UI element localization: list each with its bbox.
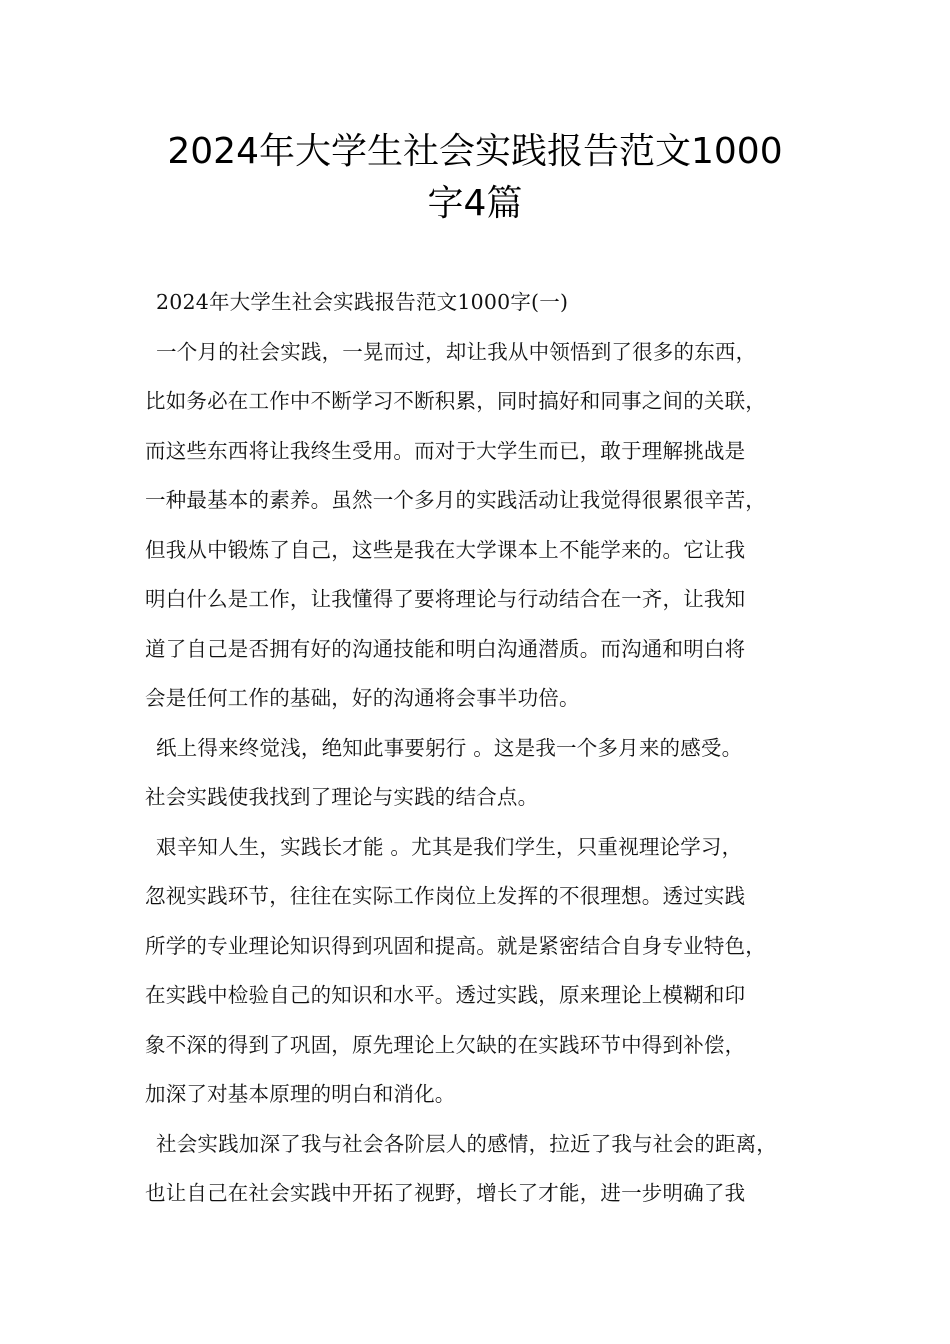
paragraph-line: 忽视实践环节，往往在实际工作岗位上发挥的不很理想。透过实践 [145, 884, 746, 908]
paragraph-line: 道了自己是否拥有好的沟通技能和明白沟通潜质。而沟通和明白将 [145, 636, 746, 661]
document-title [120, 126, 830, 230]
paragraph-line: 在实践中检验自己的知识和水平。透过实践，原来理论上模糊和印 [145, 983, 746, 1007]
section-heading: 2024年大学生社会实践报告范文1000字(一) [156, 290, 569, 314]
paragraph-line: 纸上得来终觉浅，绝知此事要躬行 。这是我一个多月来的感受。 [156, 735, 743, 760]
paragraph-line: 一个月的社会实践，一晃而过，却让我从中领悟到了很多的东西， [156, 339, 757, 364]
paragraph-line: 会是任何工作的基础，好的沟通将会事半功倍。 [145, 686, 580, 710]
paragraph-line: 社会实践使我找到了理论与实践的结合点。 [145, 785, 539, 809]
paragraph-line: 一种最基本的素养。虽然一个多月的实践活动让我觉得很累很辛苦， [145, 488, 766, 512]
title-line-2: 字4篇 [427, 183, 523, 224]
paragraph-line: 艰辛知人生，实践长才能 。尤其是我们学生，只重视理论学习， [156, 834, 743, 859]
paragraph-line: 加深了对基本原理的明白和消化。 [145, 1082, 456, 1106]
paragraph-line: 但我从中锻炼了自己，这些是我在大学课本上不能学来的。它让我 [145, 537, 746, 562]
paragraph-line: 象不深的得到了巩固，原先理论上欠缺的在实践环节中得到补偿， [145, 1032, 746, 1057]
paragraph-line: 比如务必在工作中不断学习不断积累，同时搞好和同事之间的关联， [145, 389, 766, 413]
paragraph-line: 所学的专业理论知识得到巩固和提高。就是紧密结合自身专业特色， [145, 933, 766, 958]
paragraph-line: 也让自己在社会实践中开拓了视野，增长了才能，进一步明确了我 [145, 1181, 746, 1205]
paragraph-line: 社会实践加深了我与社会各阶层人的感情，拉近了我与社会的距离， [156, 1131, 777, 1156]
title-line-1: 2024年大学生社会实践报告范文1000 [167, 131, 783, 172]
paragraph-line: 而这些东西将让我终生受用。而对于大学生而已，敢于理解挑战是 [145, 438, 746, 463]
document-body [145, 282, 835, 1223]
paragraph-line: 明白什么是工作，让我懂得了要将理论与行动结合在一齐，让我知 [145, 587, 746, 611]
